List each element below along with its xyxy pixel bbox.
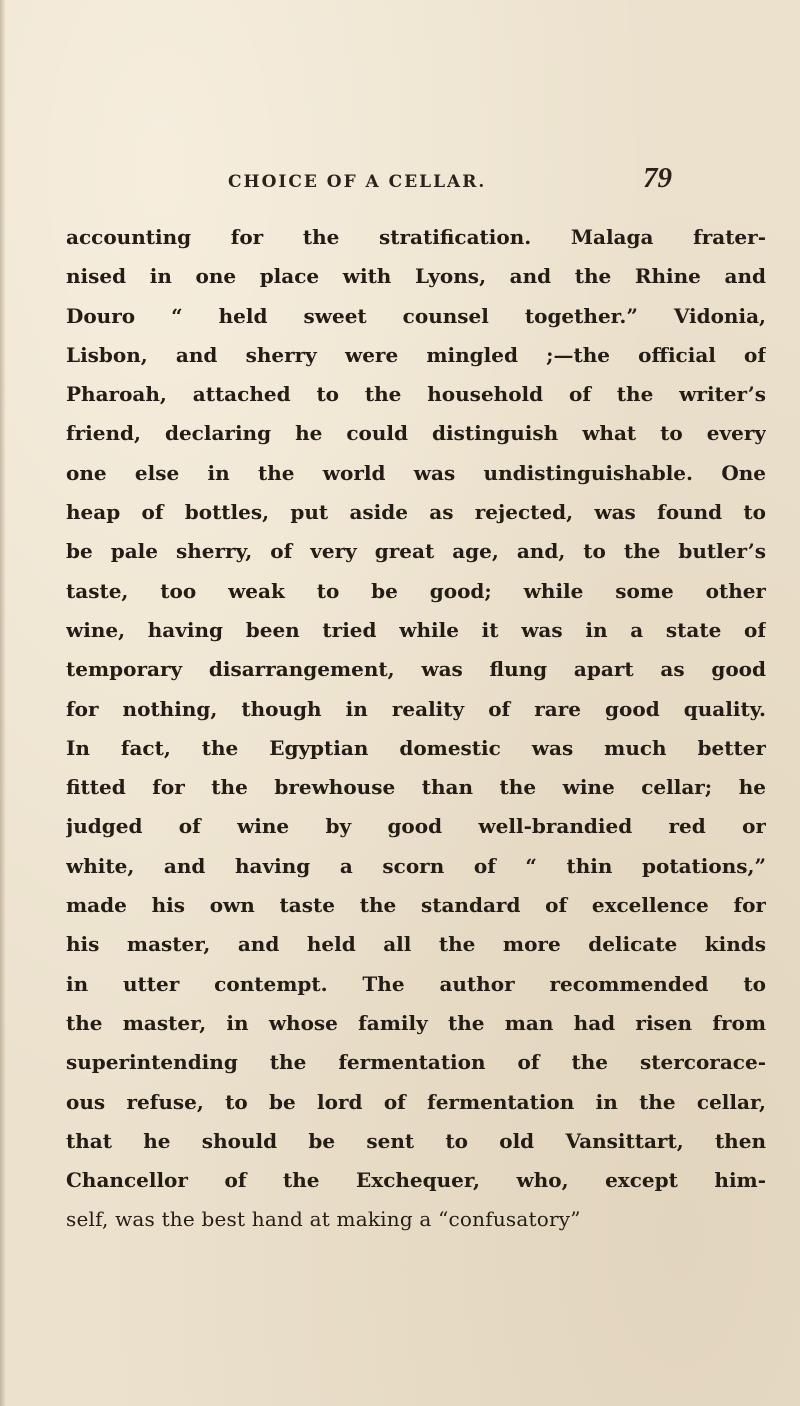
text-line-content: self, was the best hand at making a “confusatory” (66, 1207, 581, 1232)
text-line: wine, having been tried while it was in a state of (66, 617, 766, 642)
text-line: taste, too weak to be good; while some other (66, 578, 766, 603)
text-line: friend, declaring he could distinguish what to every (66, 421, 766, 446)
text-line: In fact, the Egyptian domestic was much better (66, 735, 766, 760)
text-line: one else in the world was undistinguishable. One (66, 460, 766, 485)
text-line: his master, and held all the more delicate kinds (66, 932, 766, 957)
page-edge-shadow (0, 0, 6, 1406)
text-line: Douro “ held sweet counsel together.” Vidonia, (66, 303, 766, 328)
running-head: CHOICE OF A CELLAR. (228, 172, 487, 192)
text-line: Chancellor of the Exchequer, who, except him- (66, 1168, 766, 1193)
body-text (66, 218, 766, 1240)
text-line: accounting for the stratification. Malaga frater- (66, 225, 766, 249)
text-line: white, and having a scorn of “ thin potations,” (66, 853, 766, 878)
text-line (66, 1200, 766, 1239)
text-line: judged of wine by good well-brandied red or (66, 814, 766, 839)
text-line: that he should be sent to old Vansittart, then (66, 1128, 766, 1153)
text-line: for nothing, though in reality of rare good quality. (66, 696, 766, 721)
text-line: superintending the fermentation of the stercorace- (66, 1050, 766, 1075)
page-header (228, 162, 672, 202)
text-line: fitted for the brewhouse than the wine cellar; he (66, 775, 766, 800)
text-line: the master, in whose family the man had risen from (66, 1010, 766, 1035)
text-line: ous refuse, to be lord of fermentation in the cellar, (66, 1089, 766, 1114)
text-line: made his own taste the standard of excellence for (66, 893, 766, 918)
text-line: nised in one place with Lyons, and the Rhine and (66, 264, 766, 289)
text-line: be pale sherry, of very great age, and, to the butler’s (66, 539, 766, 564)
text-line: Pharoah, attached to the household of the writer’s (66, 382, 766, 407)
text-line: Lisbon, and sherry were mingled ;—the official of (66, 342, 766, 367)
text-line: heap of bottles, put aside as rejected, was found to (66, 500, 766, 525)
page-number: 79 (643, 162, 672, 194)
text-line: in utter contempt. The author recommended to (66, 971, 766, 996)
text-line: temporary disarrangement, was flung apart as good (66, 657, 766, 682)
